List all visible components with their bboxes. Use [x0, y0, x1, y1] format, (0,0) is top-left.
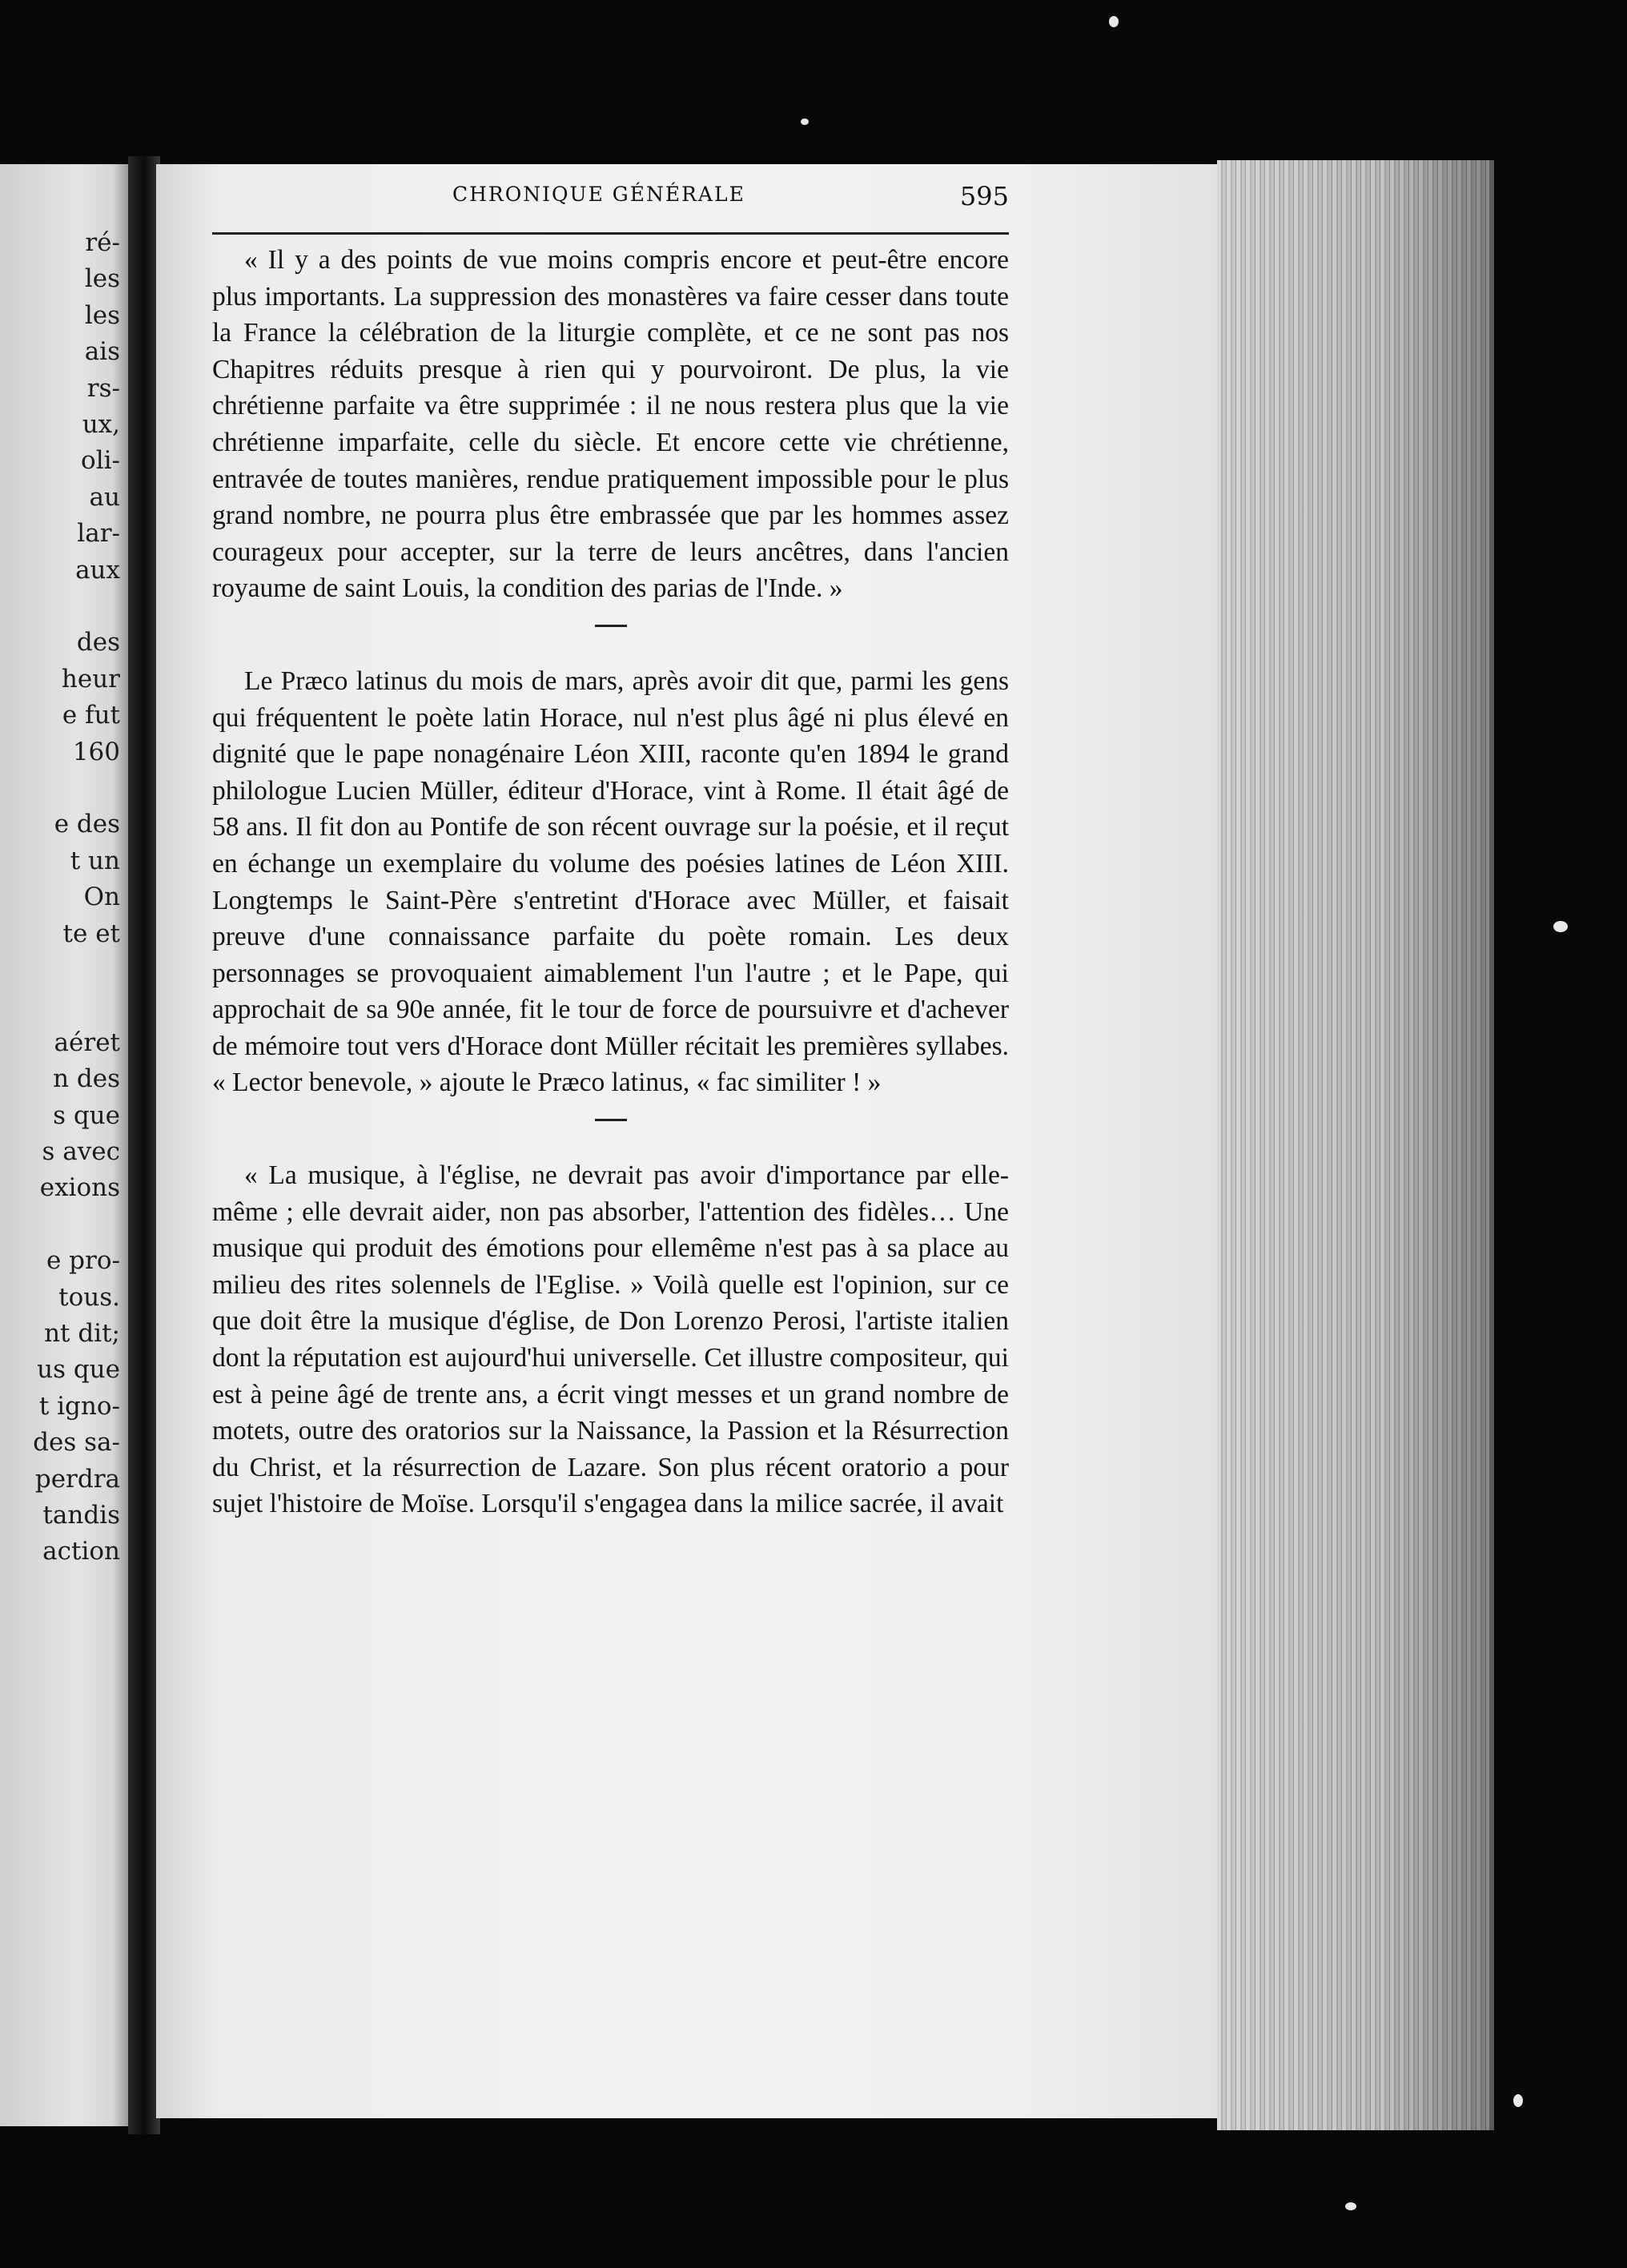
- left-page-line-fragment: perdra: [34, 1464, 120, 1494]
- left-page-line-fragment: lar-: [77, 519, 120, 549]
- left-page-line-fragment: ux,: [82, 410, 120, 439]
- running-head: [296, 183, 1009, 231]
- left-page-line-fragment: s que: [53, 1100, 120, 1130]
- left-facing-page: [0, 164, 128, 2126]
- header-rule: [212, 232, 1009, 235]
- left-page-line-fragment: tandis: [42, 1501, 120, 1530]
- book-gutter: [128, 156, 160, 2134]
- section-separator: [595, 625, 627, 627]
- left-page-line-fragment: heur: [61, 664, 120, 694]
- film-speck: [801, 119, 809, 125]
- film-speck: [1345, 2202, 1356, 2210]
- left-page-line-fragment: us que: [37, 1355, 120, 1385]
- left-page-line-fragment: des: [76, 628, 120, 657]
- left-page-line-fragment: t igno-: [38, 1391, 120, 1421]
- left-page-line-fragment: ré-: [85, 228, 120, 257]
- left-page-line-fragment: aéret: [54, 1027, 120, 1057]
- left-page-line-fragment: ais: [84, 337, 120, 367]
- left-page-line-fragment: te et: [62, 919, 120, 948]
- left-page-line-fragment: On: [83, 883, 120, 912]
- page-edge-shading: [1217, 160, 1489, 2130]
- left-page-line-fragment: e des: [54, 810, 120, 839]
- left-page-line-fragment: oli-: [81, 446, 120, 476]
- left-page-line-fragment: e pro-: [46, 1246, 120, 1276]
- left-page-line-fragment: tous.: [58, 1282, 120, 1312]
- film-speck: [1553, 921, 1568, 932]
- running-title: CHRONIQUE GÉNÉRALE: [452, 183, 745, 206]
- left-page-line-fragment: action: [42, 1537, 120, 1566]
- left-page-line-fragment: exions: [39, 1173, 120, 1203]
- paragraph-perosi-music: « La musique, à l'église, ne devrait pas avoir d'importance par elle-même ; elle devrait aider, non pas absorber, l'attention des fidèles… Une musique qui produit des émotions pour ellemême n'est pas à sa place au milieu des rites solennels de l'Eglise. » Voilà quelle est l'opinion, sur ce que doit être la musique d'église, de Don Lorenzo Perosi, l'artiste italien dont la réputation est aujourd'hui universelle. Cet illustre compositeur, qui est à peine âgé de trente ans, a écrit vingt messes et un grand nombre de motets, outre des oratorios sur la Naissance, la Passion et la Résurrection du Christ, et la résurrection de Lazare. Son plus récent oratorio a pour sujet l'histoire de Moïse. Lorsqu'il s'engagea dans la milice sacrée, il avait: [212, 1160, 1009, 1519]
- left-page-line-fragment: les: [84, 264, 120, 294]
- body-text: [212, 242, 1009, 1522]
- left-page-line-fragment: t un: [70, 846, 120, 875]
- paragraph-quote-monasteries: « Il y a des points de vue moins compris encore et peut-être encore plus importants. La suppression des monastères va faire cesser dans toute la France la célébration de la liturgie complète, et ce ne sont pas nos Chapitres réduits presque à rien qui y pourvoiront. De plus, la vie chrétienne parfaite va être supprimée : il ne nous restera plus que la vie chrétienne imparfaite, celle du siècle. Et encore cette vie chrétienne, entravée de toutes manières, rendue pratiquement impossible pour le plus grand nombre, ne pourra plus être embrassée que par les hommes assez courageux pour accepter, sur la terre de leurs ancêtres, dans l'ancien royaume de saint Louis, la condition des parias de l'Inde. »: [212, 245, 1009, 604]
- left-page-line-fragment: des sa-: [33, 1428, 120, 1458]
- left-page-line-fragment: aux: [75, 555, 120, 585]
- left-page-line-fragment: les: [84, 300, 120, 330]
- left-page-line-fragment: s avec: [42, 1137, 120, 1166]
- paragraph-praeco-latinus: Le Præco latinus du mois de mars, après avoir dit que, parmi les gens qui fréquentent le poète latin Horace, nul n'est plus âgé ni plus élevé en dignité que le pape nonagénaire Léon XIII, raconte qu'en 1894 le grand philologue Lucien Müller, éditeur d'Horace, vint à Rome. Il était âgé de 58 ans. Il fit don au Pontife de son récent ouvrage sur la poésie, et il reçut en échange un exemplaire du volume des poésies latines de Léon XIII. Longtemps le Saint-Père s'entretint d'Horace avec Müller, et faisait preuve d'une connaissance parfaite du poète romain. Les deux personnages se provoquaient aimablement l'un l'autre ; et le Pape, qui approchait de sa 90e année, fit le tour de force de poursuivre et d'achever de mémoire tout vers d'Horace dont Müller récitait les premières syllabes. « Lector benevole, » ajoute le Præco latinus, « fac similiter ! »: [212, 666, 1009, 1098]
- left-page-line-fragment: 160: [72, 737, 120, 766]
- page-number: 595: [959, 181, 1009, 211]
- left-page-line-fragment: au: [89, 482, 120, 512]
- film-speck: [1513, 2094, 1523, 2107]
- film-speck: [1109, 16, 1119, 27]
- left-page-line-fragment: e fut: [62, 701, 120, 730]
- left-page-line-fragment: rs-: [86, 373, 120, 403]
- section-separator: [595, 1119, 627, 1121]
- left-page-line-fragment: nt dit;: [44, 1319, 120, 1348]
- left-page-line-fragment: n des: [53, 1064, 120, 1094]
